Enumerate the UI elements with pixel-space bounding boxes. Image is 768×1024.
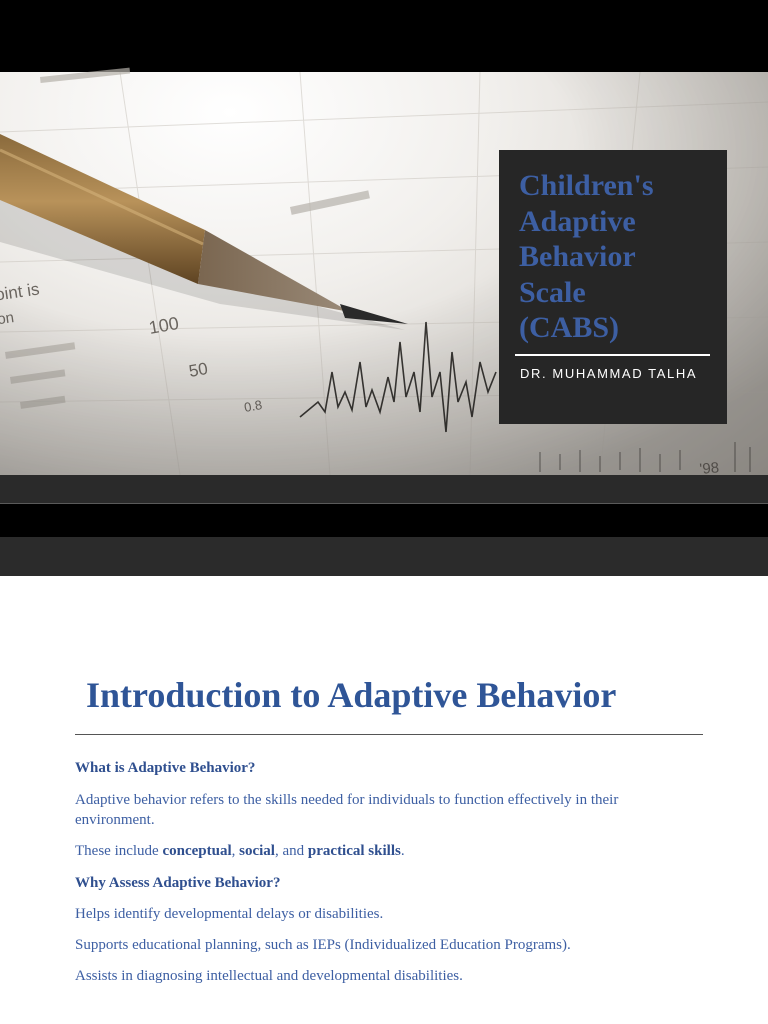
skills-sep-1: ,: [231, 843, 240, 859]
footer-band-bottom: [0, 537, 768, 576]
title-panel: [499, 150, 727, 424]
skill-conceptual: conceptual: [162, 843, 232, 859]
footer-band: [0, 475, 768, 503]
question-heading-why: Why Assess Adaptive Behavior?: [75, 875, 281, 891]
list-item: Supports educational planning, such as IEPs (Individualized Education Programs).: [75, 937, 571, 953]
skills-sep-2: , and: [274, 843, 308, 859]
skill-practical: practical skills: [307, 843, 401, 859]
list-item: Assists in diagnosing intellectual and developmental disabilities.: [75, 968, 463, 984]
definition-text: Adaptive behavior refers to the skills needed for individuals to function effectively in their environment.: [75, 792, 619, 828]
slide-title: Children's Adaptive Behavior Scale (CABS): [519, 169, 654, 344]
list-item: Helps identify developmental delays or disabilities.: [75, 906, 384, 922]
question-heading-what: What is Adaptive Behavior?: [75, 760, 256, 776]
skills-prefix: These include: [75, 843, 163, 859]
page-title: Introduction to Adaptive Behavior: [86, 675, 617, 715]
title-underline: [515, 354, 710, 356]
intro-slide: [0, 576, 768, 1024]
skill-social: social: [239, 843, 275, 859]
author-name: DR. MUHAMMAD TALHA: [520, 366, 698, 381]
footer-band-dark: [0, 504, 768, 537]
skills-suffix: .: [400, 843, 405, 859]
title-divider: [75, 734, 703, 735]
skills-text: [75, 841, 675, 861]
